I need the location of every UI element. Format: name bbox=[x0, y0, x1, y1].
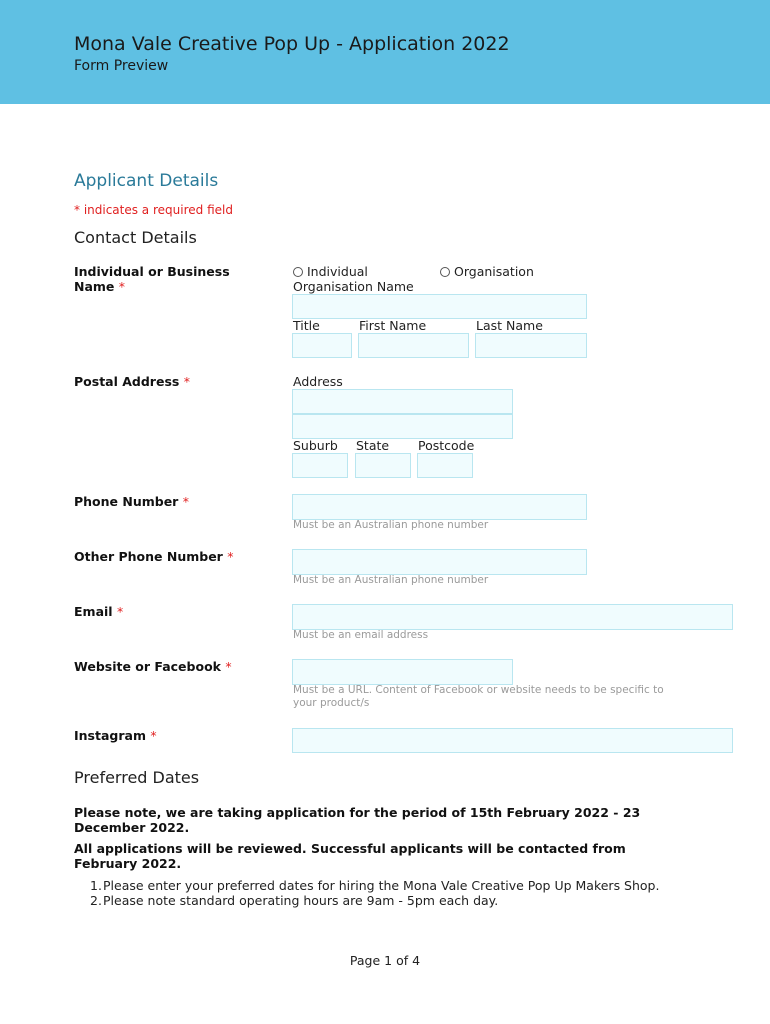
form-subtitle: Form Preview bbox=[74, 58, 169, 74]
website-input[interactable] bbox=[292, 659, 513, 685]
page-indicator: Page 1 of 4 bbox=[349, 953, 421, 968]
instagram-label-text: Instagram bbox=[74, 728, 146, 743]
dates-note-review: All applications will be reviewed. Successful applicants will be contacted from February 2022. bbox=[74, 841, 626, 871]
postcode-input[interactable] bbox=[417, 453, 473, 478]
first-name-input[interactable] bbox=[358, 333, 469, 358]
instagram-input[interactable] bbox=[292, 728, 733, 753]
preferred-dates-heading: Preferred Dates bbox=[74, 768, 200, 787]
website-label bbox=[74, 659, 274, 674]
other-phone-input[interactable] bbox=[292, 549, 587, 575]
first-name-label: First Name bbox=[359, 318, 427, 333]
email-label-text: Email bbox=[74, 604, 113, 619]
list-item-text: Please enter your preferred dates for hiring the Mona Vale Creative Pop Up Makers Shop. bbox=[103, 878, 660, 893]
phone-label bbox=[74, 494, 274, 509]
org-name-label: Organisation Name bbox=[293, 279, 414, 294]
required-star: * bbox=[118, 279, 126, 294]
postal-label bbox=[74, 374, 274, 389]
list-item bbox=[74, 878, 674, 893]
dates-note-period: Please note, we are taking application for the period of 15th February 2022 - 23 December 2022. bbox=[74, 805, 641, 835]
list-item bbox=[74, 893, 674, 908]
website-label-text: Website or Facebook bbox=[74, 659, 221, 674]
other-phone-label-text: Other Phone Number bbox=[74, 549, 223, 564]
postal-label-text: Postal Address bbox=[74, 374, 180, 389]
list-item-text: Please note standard operating hours are 9am - 5pm each day. bbox=[103, 893, 499, 908]
required-star: * bbox=[182, 494, 189, 509]
state-label: State bbox=[356, 438, 390, 453]
last-name-label: Last Name bbox=[476, 318, 543, 333]
email-label bbox=[74, 604, 274, 619]
title-label: Title bbox=[293, 318, 320, 333]
suburb-input[interactable] bbox=[292, 453, 348, 478]
list-item-number: 2. bbox=[90, 893, 102, 908]
radio-circle-icon[interactable] bbox=[440, 267, 450, 277]
other-phone-hint: Must be an Australian phone number bbox=[293, 574, 489, 586]
title-input[interactable] bbox=[292, 333, 352, 358]
radio-individual-label: Individual bbox=[307, 264, 368, 279]
radio-organisation[interactable] bbox=[440, 264, 534, 279]
radio-circle-icon[interactable] bbox=[293, 267, 303, 277]
list-item-number: 1. bbox=[90, 878, 102, 893]
dates-instructions-list bbox=[74, 878, 674, 908]
address-label: Address bbox=[293, 374, 343, 389]
required-star: * bbox=[183, 374, 190, 389]
radio-organisation-label: Organisation bbox=[454, 264, 534, 279]
last-name-input[interactable] bbox=[475, 333, 587, 358]
phone-label-text: Phone Number bbox=[74, 494, 179, 509]
contact-details-heading: Contact Details bbox=[74, 228, 197, 247]
form-header bbox=[0, 0, 770, 104]
name-label-text: Individual or Business Name bbox=[74, 264, 230, 294]
section-title: Applicant Details bbox=[74, 171, 219, 191]
other-phone-label bbox=[74, 549, 274, 564]
required-note: * indicates a required field bbox=[74, 203, 233, 217]
phone-hint: Must be an Australian phone number bbox=[293, 519, 489, 531]
address-line2-input[interactable] bbox=[292, 414, 513, 439]
form-title: Mona Vale Creative Pop Up - Application 2022 bbox=[74, 33, 510, 55]
required-star: * bbox=[150, 728, 157, 743]
website-hint: Must be a URL. Content of Facebook or website needs to be specific to your product/s bbox=[293, 684, 664, 709]
email-input[interactable] bbox=[292, 604, 733, 630]
postcode-label: Postcode bbox=[418, 438, 475, 453]
state-input[interactable] bbox=[355, 453, 411, 478]
address-line1-input[interactable] bbox=[292, 389, 513, 414]
required-star: * bbox=[227, 549, 234, 564]
required-star: * bbox=[225, 659, 232, 674]
instagram-label bbox=[74, 728, 274, 743]
required-star: * bbox=[116, 604, 124, 619]
name-label bbox=[74, 264, 274, 294]
radio-individual[interactable] bbox=[293, 264, 368, 279]
phone-input[interactable] bbox=[292, 494, 587, 520]
org-name-input[interactable] bbox=[292, 294, 587, 319]
email-hint: Must be an email address bbox=[293, 629, 429, 641]
suburb-label: Suburb bbox=[293, 438, 338, 453]
